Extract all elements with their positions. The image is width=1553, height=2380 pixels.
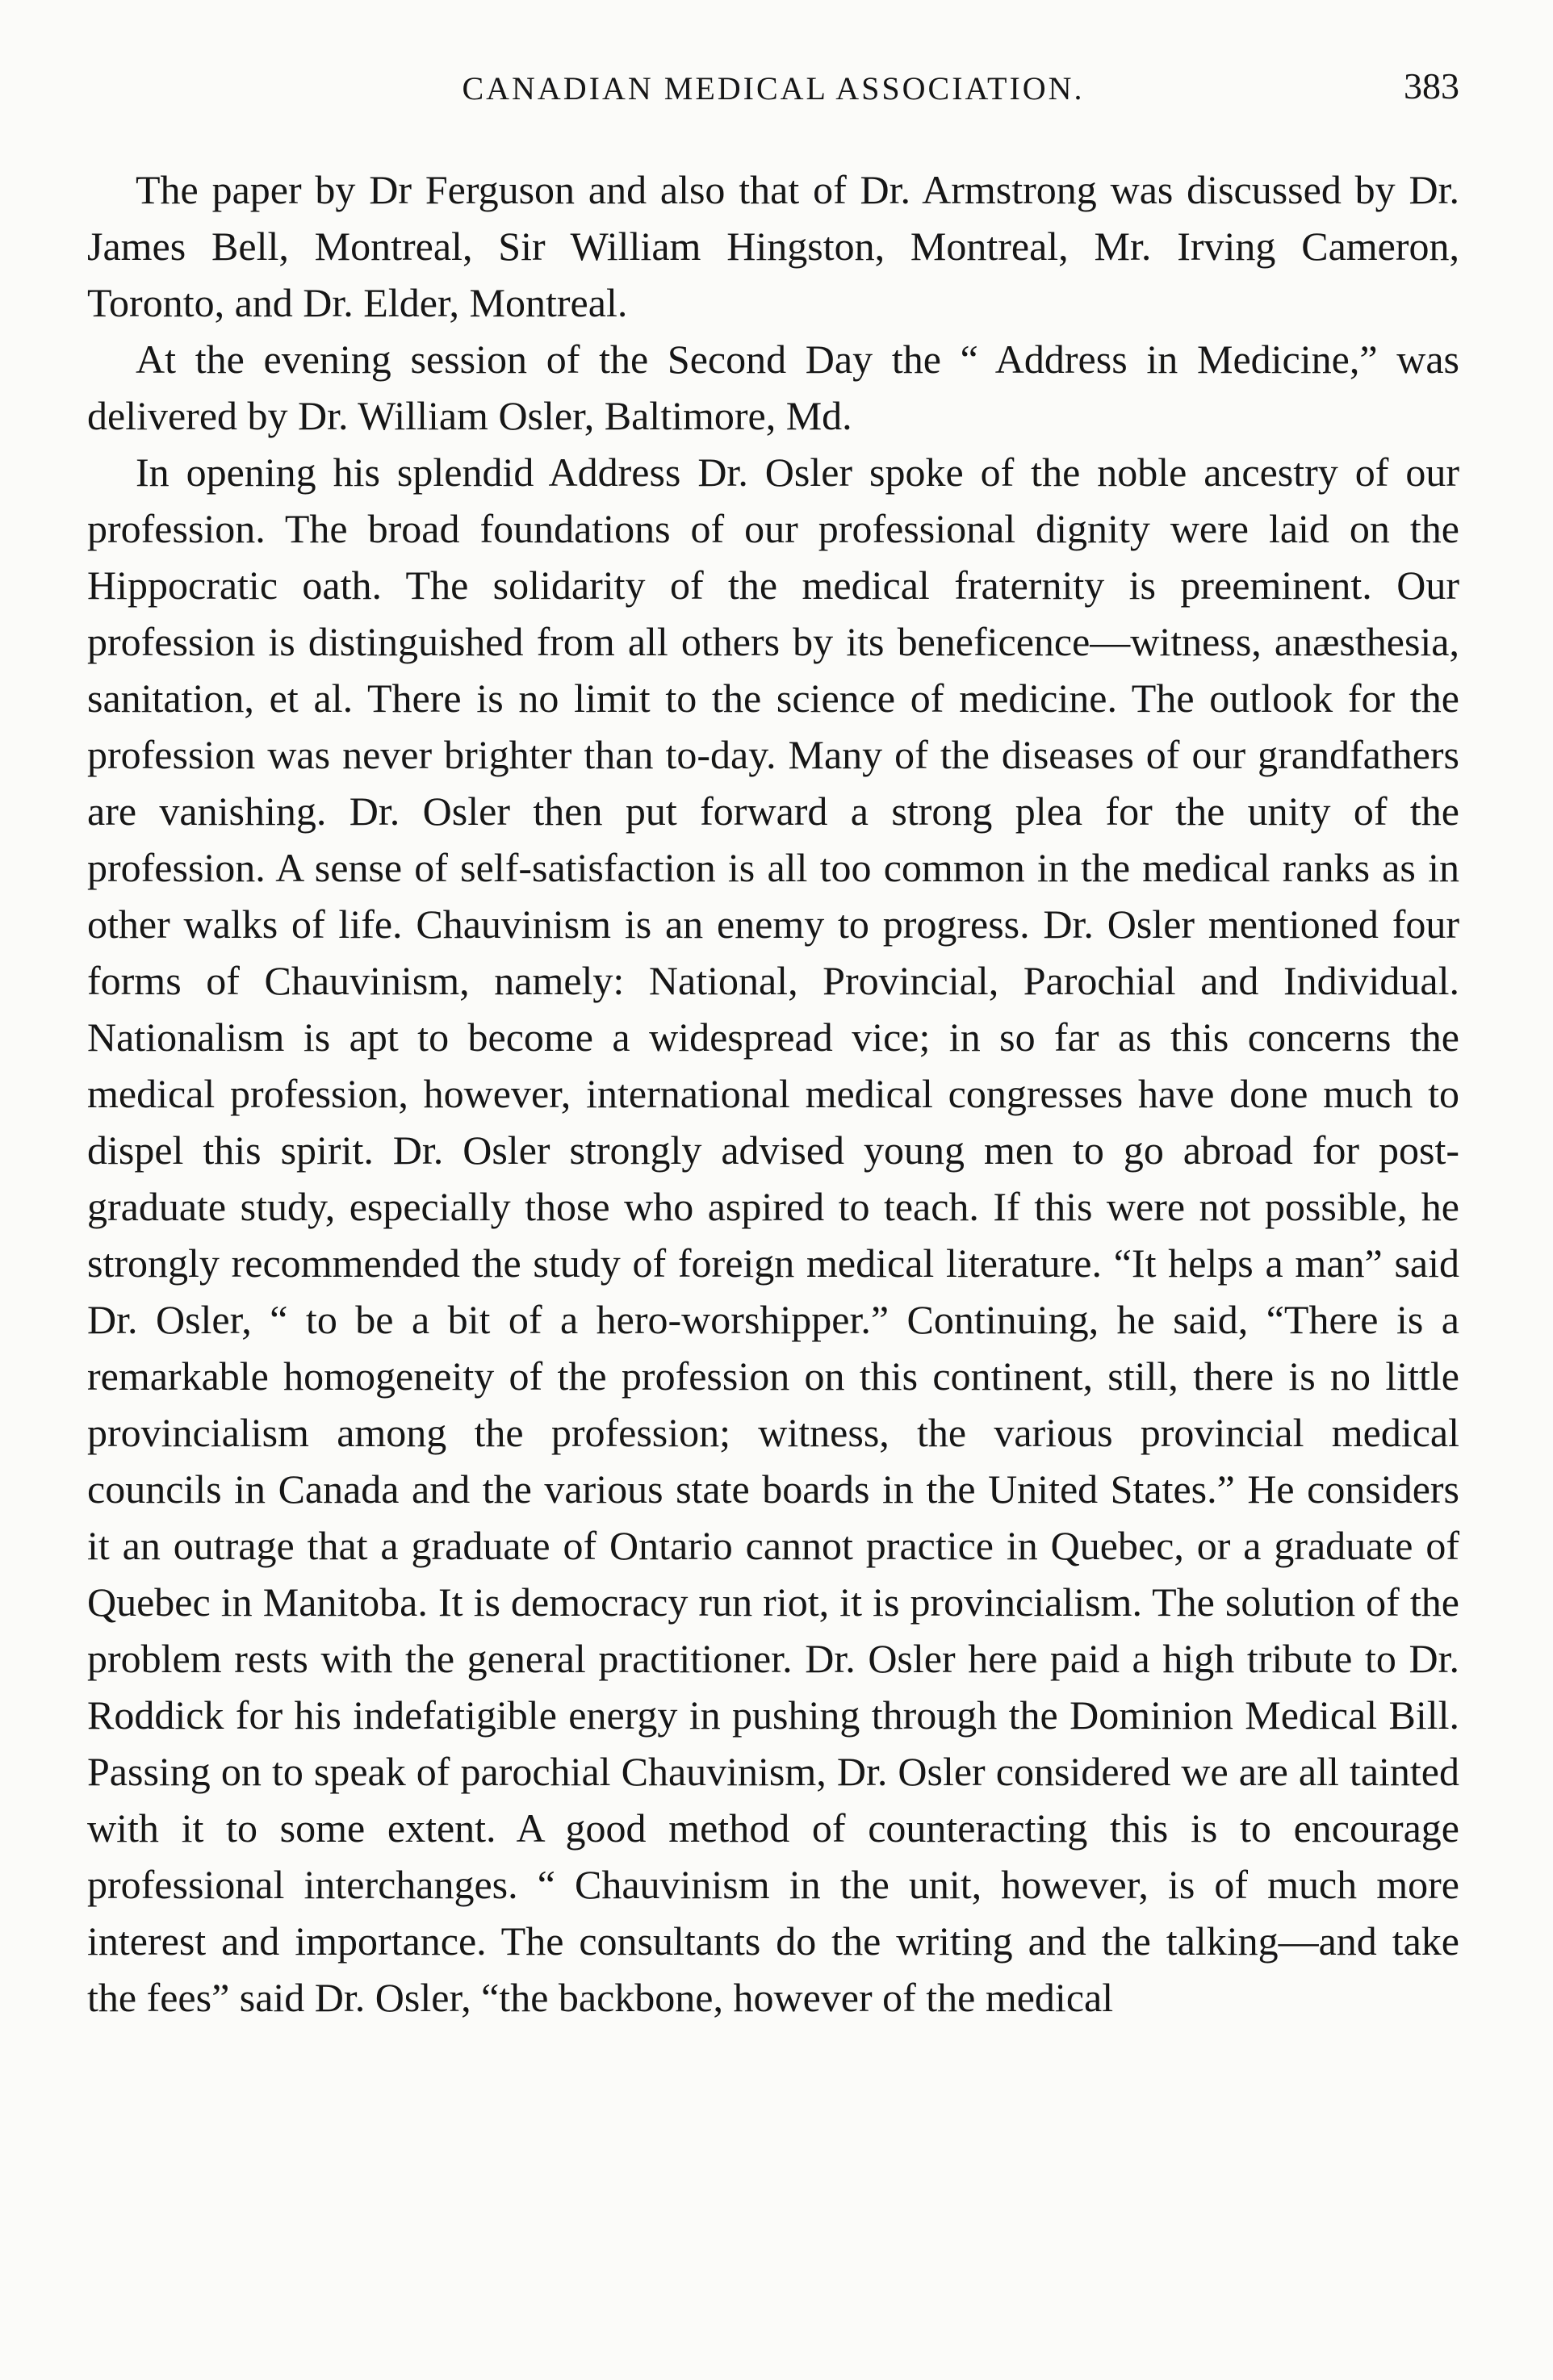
running-title: CANADIAN MEDICAL ASSOCIATION. — [462, 70, 1085, 107]
paragraph-osler-address: In opening his splendid Address Dr. Osler spoke of the noble ancestry of our profession. The broad foundations of our professional dignity were laid on the Hippocratic oath. The solidarity of the medical fraternity is preeminent. Our profession is distinguished from all others by its beneficence—witness, anæsthesia, sanitation, et al. There is no limit to the science of medicine. The outlook for the profession was never brighter than to-day. Many of the diseases of our grandfathers are vanishing. Dr. Osler then put forward a strong plea for the unity of the profession. A sense of self-satisfaction is all too common in the medical ranks as in other walks of life. Chauvinism is an enemy to progress. Dr. Osler mentioned four forms of Chauvinism, namely: National, Provincial, Parochial and Individual. Nationalism is apt to become a widespread vice; in so far as this concerns the medical profession, however, international medical congresses have done much to dispel this spirit. Dr. Osler strongly advised young men to go abroad for post-graduate study, especially those who aspired to teach. If this were not possible, he strongly recommended the study of foreign medical literature. “It helps a man” said Dr. Osler, “ to be a bit of a hero-worshipper.” Continuing, he said, “There is a remarkable homogeneity of the profession on this continent, still, there is no little provincialism among the profession; witness, the various provincial medical councils in Canada and the various state boards in the United States.” He considers it an outrage that a graduate of Ontario cannot practice in Quebec, or a graduate of Quebec in Manitoba. It is democracy run riot, it is provincialism. The solution of the problem rests with the general practitioner. Dr. Osler here paid a high tribute to Dr. Roddick for his indefatigible energy in pushing through the Dominion Medical Bill. Passing on to speak of parochial Chauvinism, Dr. Osler considered we are all tainted with it to some extent. A good method of counteracting this is to encourage professional interchanges. “ Chauvinism in the unit, however, is of much more interest and importance. The consultants do the writing and the talking—and take the fees” said Dr. Osler, “the backbone, however of the medical — [87, 450, 1459, 2020]
article-body — [87, 161, 1459, 2026]
page-number: 383 — [1404, 65, 1459, 107]
paragraph-discussion: The paper by Dr Ferguson and also that of Dr. Armstrong was discussed by Dr. James Bell, Montreal, Sir William Hingston, Montreal, Mr. Irving Cameron, Toronto, and Dr. Elder, Montreal. — [87, 167, 1459, 325]
running-head — [87, 63, 1459, 111]
paragraph-evening-session: At the evening session of the Second Day the “ Address in Medicine,” was delivered by Dr. William Osler, Baltimore, Md. — [87, 337, 1459, 438]
